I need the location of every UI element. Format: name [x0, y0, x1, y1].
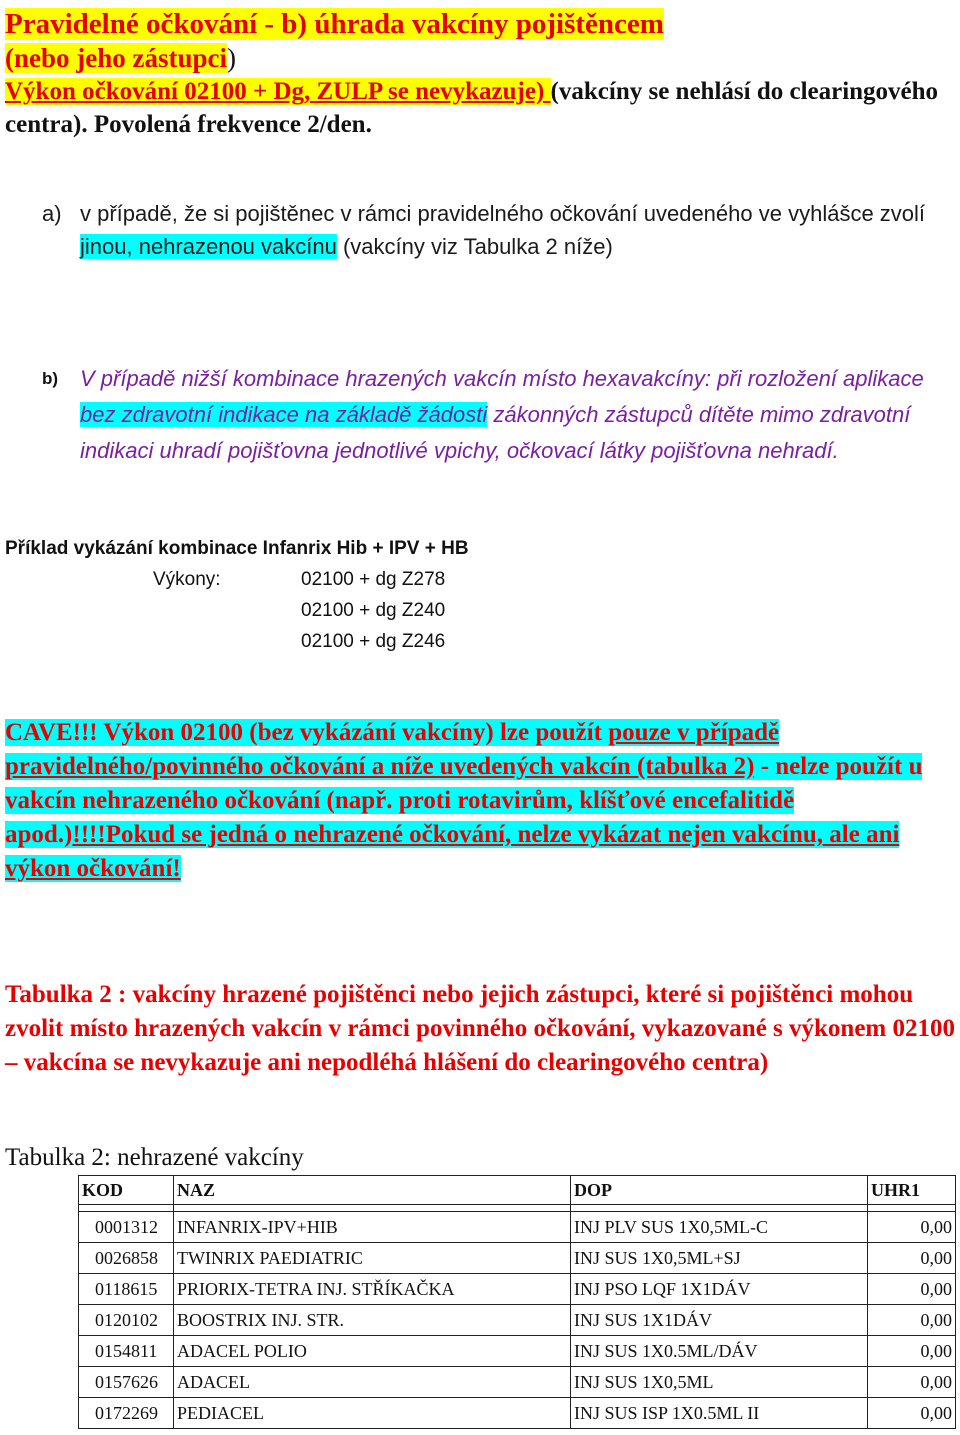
- list-marker-b: b): [42, 369, 59, 388]
- cell-uhr1: 0,00: [868, 1243, 956, 1274]
- paragraph-a: [42, 197, 957, 263]
- cell-dop: INJ PLV SUS 1X0,5ML-C: [571, 1212, 868, 1243]
- cell-naz: TWINRIX PAEDIATRIC: [174, 1243, 571, 1274]
- cave-part-2: pouze v případě pravidelného/povinného očkování a níže uvedených vakcín (tabulka 2): [5, 719, 780, 780]
- header-dop: DOP: [571, 1176, 868, 1205]
- paragraph-b-text-2: zákonných zástupců dítěte mimo zdravotní indikaci uhradí pojišťovna jednotlivé vpichy, očkovací látky pojišťovna nehradí.: [80, 402, 911, 463]
- paragraph-a-text-1: v případě, že si pojištěnec v rámci pravidelného očkování uvedeného ve vyhlášce zvolí: [80, 201, 926, 226]
- table-row: [79, 1243, 956, 1274]
- cell-kod: 0026858: [79, 1243, 174, 1274]
- paragraph-a-highlight: jinou, nehrazenou vakcínu: [80, 234, 337, 259]
- example-heading: Příklad vykázání kombinace Infanrix Hib + IPV + HB: [5, 538, 469, 559]
- table-header-row: [79, 1176, 956, 1205]
- header-uhr1: UHR1: [868, 1176, 956, 1205]
- cell-kod: 0157626: [79, 1367, 174, 1398]
- cell-kod: 0118615: [79, 1274, 174, 1305]
- vaccine-table: [78, 1175, 956, 1429]
- cave-prefix: CAVE!!!: [5, 719, 104, 746]
- cell-naz: INFANRIX-IPV+HIB: [174, 1212, 571, 1243]
- table-row: [79, 1398, 956, 1429]
- paragraph-b: [42, 361, 957, 469]
- cell-dop: INJ PSO LQF 1X1DÁV: [571, 1274, 868, 1305]
- cell-kod: 0120102: [79, 1305, 174, 1336]
- cell-naz: BOOSTRIX INJ. STR.: [174, 1305, 571, 1336]
- cell-dop: INJ SUS ISP 1X0.5ML II: [571, 1398, 868, 1429]
- document-title: [5, 6, 955, 141]
- table2-caption: Tabulka 2: nehrazené vakcíny: [5, 1144, 304, 1171]
- cell-dop: INJ SUS 1X1DÁV: [571, 1305, 868, 1336]
- table-body: [79, 1205, 956, 1429]
- cave-part-1: Výkon 02100 (bez vykázání vakcíny) lze použít: [103, 719, 609, 746]
- table-row: [79, 1367, 956, 1398]
- title-line-2-paren: ): [227, 43, 236, 73]
- cave-warning: [5, 716, 955, 886]
- cave-part-5: !!!!Pokud se jedná o nehrazené očkování, nelze vykázat nejen vakcínu, ale ani výkon očkování!: [5, 821, 900, 882]
- title-line-2: (nebo jeho zástupci: [5, 43, 227, 73]
- cell-naz: PEDIACEL: [174, 1398, 571, 1429]
- cell-uhr1: 0,00: [868, 1274, 956, 1305]
- cell-kod: 0172269: [79, 1398, 174, 1429]
- table-row: [79, 1305, 956, 1336]
- cell-uhr1: 0,00: [868, 1305, 956, 1336]
- paragraph-b-highlight: bez zdravotní indikace na základě žádosti: [80, 402, 488, 427]
- table-row: [79, 1336, 956, 1367]
- cell-dop: INJ SUS 1X0.5ML/DÁV: [571, 1336, 868, 1367]
- cell-uhr1: 0,00: [868, 1212, 956, 1243]
- title-line-1: Pravidelné očkování - b) úhrada vakcíny pojištěncem: [5, 8, 664, 40]
- cell-kod: 0001312: [79, 1212, 174, 1243]
- example-block: [5, 533, 469, 657]
- table2-description: Tabulka 2 : vakcíny hrazené pojištěnci nebo jejich zástupci, které si pojištěnci mohou zvolit místo hrazených vakcín v rámci povinného očkování, vykazované s výkonem 02100 – vakcína se nevykazuje ani nepodléhá hlášení do clearingového centra): [5, 981, 956, 1076]
- cell-uhr1: 0,00: [868, 1398, 956, 1429]
- cell-uhr1: 0,00: [868, 1336, 956, 1367]
- cell-naz: PRIORIX-TETRA INJ. STŘÍKAČKA: [174, 1274, 571, 1305]
- cell-naz: ADACEL POLIO: [174, 1336, 571, 1367]
- title-line-3-note: (vakcíny se nehlásí do clearingového centra). Povolená frekvence 2/den.: [5, 78, 939, 138]
- cell-kod: 0154811: [79, 1336, 174, 1367]
- title-line-3-red: Výkon očkování 02100 + Dg, ZULP se nevykazuje): [5, 78, 551, 105]
- example-label: Výkony:: [153, 569, 221, 590]
- cave-part-3: -: [754, 753, 776, 780]
- cave-part-4: nelze použít u vakcín nehrazeného očkování (např. proti rotavirům, klíšťové encefalitidě apod.): [5, 753, 923, 848]
- cell-dop: INJ SUS 1X0,5ML+SJ: [571, 1243, 868, 1274]
- table-row: [79, 1212, 956, 1243]
- example-row-3: 02100 + dg Z246: [301, 631, 446, 652]
- cell-uhr1: 0,00: [868, 1367, 956, 1398]
- paragraph-b-text-1: V případě nižší kombinace hrazených vakcín místo hexavakcíny: při rozložení aplikace: [80, 366, 924, 391]
- table-spacer: [79, 1205, 956, 1212]
- header-naz: NAZ: [174, 1176, 571, 1205]
- cell-dop: INJ SUS 1X0,5ML: [571, 1367, 868, 1398]
- table-row: [79, 1274, 956, 1305]
- paragraph-a-text-2: (vakcíny viz Tabulka 2 níže): [336, 234, 613, 259]
- list-marker-a: a): [42, 201, 62, 226]
- header-kod: KOD: [79, 1176, 174, 1205]
- cell-naz: ADACEL: [174, 1367, 571, 1398]
- example-row-1: 02100 + dg Z278: [301, 569, 446, 590]
- example-row-2: 02100 + dg Z240: [301, 600, 446, 621]
